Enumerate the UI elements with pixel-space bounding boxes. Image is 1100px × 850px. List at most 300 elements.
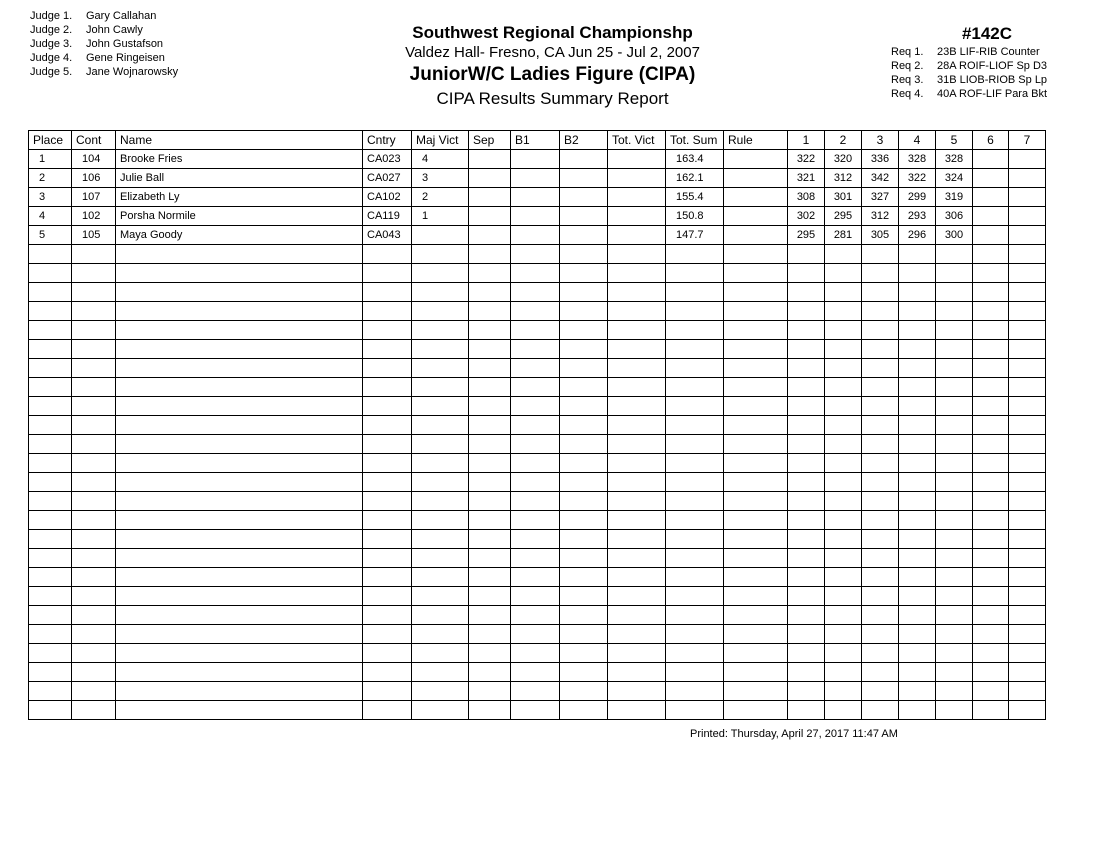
sep-cell — [469, 701, 511, 720]
judge-7-score — [1009, 701, 1046, 720]
sep-cell — [469, 549, 511, 568]
name-cell — [116, 378, 363, 397]
tot-sum-cell — [666, 340, 724, 359]
maj-vict-cell — [412, 302, 469, 321]
judge-1-score — [788, 568, 825, 587]
name-cell — [116, 568, 363, 587]
cont-cell — [72, 530, 116, 549]
judge-6-score — [973, 188, 1009, 207]
judge-4-score — [899, 283, 936, 302]
judge-1-score: 322 — [788, 150, 825, 169]
judge-3-score — [862, 549, 899, 568]
judge-7-score — [1009, 511, 1046, 530]
judge-name: John Cawly — [86, 24, 143, 36]
table-row — [29, 606, 1046, 625]
place-cell — [29, 587, 72, 606]
b1-cell — [511, 587, 560, 606]
name-cell — [116, 625, 363, 644]
b2-cell — [560, 188, 608, 207]
judge-1-score — [788, 454, 825, 473]
table-row — [29, 416, 1046, 435]
rule-cell — [724, 188, 788, 207]
cont-cell — [72, 283, 116, 302]
rule-cell — [724, 207, 788, 226]
cntry-cell — [363, 568, 412, 587]
judge-3-score — [862, 492, 899, 511]
judge-3-score — [862, 245, 899, 264]
judge-5-score — [936, 606, 973, 625]
judge-6-score — [973, 568, 1009, 587]
table-row — [29, 587, 1046, 606]
tot-vict-cell — [608, 644, 666, 663]
judge-4-score — [899, 340, 936, 359]
b1-cell — [511, 473, 560, 492]
cntry-cell — [363, 644, 412, 663]
judge-3-score — [862, 701, 899, 720]
cntry-cell — [363, 701, 412, 720]
b2-cell — [560, 416, 608, 435]
b2-cell — [560, 397, 608, 416]
judge-1-score — [788, 283, 825, 302]
cntry-cell — [363, 473, 412, 492]
judge-4-score — [899, 606, 936, 625]
maj-vict-cell — [412, 245, 469, 264]
tot-vict-cell — [608, 454, 666, 473]
tot-sum-cell — [666, 473, 724, 492]
judge-7-score — [1009, 682, 1046, 701]
name-cell — [116, 511, 363, 530]
cont-cell — [72, 340, 116, 359]
place-cell: 5 — [29, 226, 72, 245]
judge-2-score: 281 — [825, 226, 862, 245]
sep-cell — [469, 606, 511, 625]
rule-cell — [724, 568, 788, 587]
b2-cell — [560, 568, 608, 587]
place-cell — [29, 644, 72, 663]
cont-cell — [72, 511, 116, 530]
tot-sum-cell — [666, 511, 724, 530]
cont-cell: 106 — [72, 169, 116, 188]
judge-row — [30, 9, 178, 23]
tot-vict-cell — [608, 397, 666, 416]
judge-5-score — [936, 473, 973, 492]
judge-7-score — [1009, 378, 1046, 397]
rule-cell — [724, 530, 788, 549]
maj-vict-cell: 1 — [412, 207, 469, 226]
b1-cell — [511, 378, 560, 397]
judge-1-score — [788, 511, 825, 530]
cntry-cell — [363, 264, 412, 283]
col-header-tot-vict: Tot. Vict — [608, 131, 666, 150]
judge-3-score — [862, 416, 899, 435]
b2-cell — [560, 644, 608, 663]
b1-cell — [511, 511, 560, 530]
judge-4-score — [899, 682, 936, 701]
place-cell — [29, 663, 72, 682]
tot-vict-cell — [608, 530, 666, 549]
tot-sum-cell — [666, 625, 724, 644]
tot-vict-cell — [608, 492, 666, 511]
judge-1-score — [788, 359, 825, 378]
judge-4-score — [899, 416, 936, 435]
sep-cell — [469, 169, 511, 188]
judge-5-score — [936, 359, 973, 378]
judge-3-score: 312 — [862, 207, 899, 226]
tot-sum-cell — [666, 568, 724, 587]
b1-cell — [511, 169, 560, 188]
requirement-row — [891, 45, 1071, 59]
b1-cell — [511, 416, 560, 435]
place-cell — [29, 416, 72, 435]
judge-6-score — [973, 549, 1009, 568]
judge-5-score — [936, 283, 973, 302]
name-cell — [116, 245, 363, 264]
judge-6-score — [973, 644, 1009, 663]
table-row — [29, 454, 1046, 473]
judge-label: Judge 3. — [30, 38, 73, 50]
place-cell — [29, 321, 72, 340]
judge-2-score — [825, 568, 862, 587]
judge-3-score — [862, 682, 899, 701]
judge-5-score — [936, 302, 973, 321]
b2-cell — [560, 549, 608, 568]
judge-2-score — [825, 397, 862, 416]
place-cell — [29, 435, 72, 454]
judge-2-score — [825, 473, 862, 492]
tot-vict-cell — [608, 283, 666, 302]
report-header — [330, 22, 775, 110]
judge-2-score — [825, 454, 862, 473]
cont-cell — [72, 587, 116, 606]
b2-cell — [560, 340, 608, 359]
b1-cell — [511, 188, 560, 207]
cont-cell — [72, 492, 116, 511]
requirement-value: 23B LIF-RIB Counter — [937, 46, 1040, 58]
rule-cell — [724, 397, 788, 416]
table-row — [29, 492, 1046, 511]
tot-vict-cell — [608, 511, 666, 530]
place-cell — [29, 625, 72, 644]
cont-cell — [72, 264, 116, 283]
table-row — [29, 663, 1046, 682]
maj-vict-cell — [412, 663, 469, 682]
cntry-cell — [363, 625, 412, 644]
place-cell — [29, 359, 72, 378]
judge-6-score — [973, 625, 1009, 644]
judge-2-score — [825, 549, 862, 568]
tot-vict-cell — [608, 169, 666, 188]
judge-2-score — [825, 587, 862, 606]
rule-cell — [724, 264, 788, 283]
table-row — [29, 549, 1046, 568]
judge-4-score — [899, 492, 936, 511]
judge-row — [30, 37, 178, 51]
cntry-cell: CA119 — [363, 207, 412, 226]
table-row — [29, 682, 1046, 701]
rule-cell — [724, 435, 788, 454]
cntry-cell — [363, 359, 412, 378]
requirement-label: Req 2. — [891, 60, 924, 72]
tot-vict-cell — [608, 245, 666, 264]
cont-cell — [72, 644, 116, 663]
judge-7-score — [1009, 492, 1046, 511]
place-cell — [29, 568, 72, 587]
maj-vict-cell — [412, 682, 469, 701]
tot-sum-cell — [666, 530, 724, 549]
maj-vict-cell: 2 — [412, 188, 469, 207]
b2-cell — [560, 530, 608, 549]
sep-cell — [469, 340, 511, 359]
header-row — [29, 131, 1046, 150]
maj-vict-cell: 3 — [412, 169, 469, 188]
cont-cell — [72, 416, 116, 435]
judge-1-score: 295 — [788, 226, 825, 245]
col-header-rule: Rule — [724, 131, 788, 150]
judge-7-score — [1009, 397, 1046, 416]
tot-sum-cell: 150.8 — [666, 207, 724, 226]
cntry-cell: CA027 — [363, 169, 412, 188]
table-row — [29, 283, 1046, 302]
cont-cell — [72, 435, 116, 454]
tot-sum-cell — [666, 663, 724, 682]
maj-vict-cell — [412, 644, 469, 663]
place-cell — [29, 454, 72, 473]
judge-4-score: 322 — [899, 169, 936, 188]
judge-1-score — [788, 378, 825, 397]
tot-sum-cell — [666, 321, 724, 340]
place-cell — [29, 302, 72, 321]
judge-3-score — [862, 587, 899, 606]
judge-2-score — [825, 416, 862, 435]
rule-cell — [724, 587, 788, 606]
cont-cell — [72, 663, 116, 682]
judge-2-score — [825, 682, 862, 701]
judge-3-score — [862, 568, 899, 587]
sep-cell — [469, 283, 511, 302]
place-cell: 4 — [29, 207, 72, 226]
tot-vict-cell — [608, 435, 666, 454]
judge-1-score — [788, 663, 825, 682]
judge-3-score — [862, 378, 899, 397]
b1-cell — [511, 359, 560, 378]
tot-sum-cell — [666, 416, 724, 435]
judge-6-score — [973, 359, 1009, 378]
rule-cell — [724, 682, 788, 701]
b1-cell — [511, 625, 560, 644]
rule-cell — [724, 245, 788, 264]
judge-7-score — [1009, 549, 1046, 568]
judge-7-score — [1009, 188, 1046, 207]
judge-5-score — [936, 530, 973, 549]
col-header-place: Place — [29, 131, 72, 150]
b1-cell — [511, 264, 560, 283]
judge-1-score — [788, 625, 825, 644]
rule-cell — [724, 169, 788, 188]
name-cell — [116, 302, 363, 321]
tot-sum-cell — [666, 682, 724, 701]
col-header-cont: Cont — [72, 131, 116, 150]
judge-7-score — [1009, 530, 1046, 549]
judge-7-score — [1009, 568, 1046, 587]
col-header-judge-2: 2 — [825, 131, 862, 150]
cont-cell — [72, 302, 116, 321]
judge-6-score — [973, 378, 1009, 397]
sep-cell — [469, 245, 511, 264]
rule-cell — [724, 454, 788, 473]
cont-cell — [72, 682, 116, 701]
judge-3-score: 305 — [862, 226, 899, 245]
cntry-cell — [363, 435, 412, 454]
name-cell — [116, 530, 363, 549]
b2-cell — [560, 283, 608, 302]
judge-6-score — [973, 245, 1009, 264]
tot-vict-cell — [608, 188, 666, 207]
name-cell: Porsha Normile — [116, 207, 363, 226]
judge-7-score — [1009, 321, 1046, 340]
venue-dates: Valdez Hall- Fresno, CA Jun 25 - Jul 2, 2007 — [405, 44, 700, 61]
table-row — [29, 435, 1046, 454]
judge-5-score — [936, 568, 973, 587]
tot-vict-cell — [608, 473, 666, 492]
table-row — [29, 302, 1046, 321]
rule-cell — [724, 625, 788, 644]
table-row — [29, 473, 1046, 492]
judge-1-score — [788, 701, 825, 720]
rule-cell — [724, 226, 788, 245]
table-row — [29, 511, 1046, 530]
sep-cell — [469, 587, 511, 606]
judge-3-score — [862, 264, 899, 283]
place-cell — [29, 378, 72, 397]
judge-5-score — [936, 644, 973, 663]
rule-cell — [724, 416, 788, 435]
rule-cell — [724, 378, 788, 397]
judge-5-score — [936, 549, 973, 568]
name-cell — [116, 701, 363, 720]
cntry-cell — [363, 606, 412, 625]
judge-7-score — [1009, 359, 1046, 378]
col-header-judge-7: 7 — [1009, 131, 1046, 150]
cont-cell — [72, 606, 116, 625]
judge-4-score — [899, 663, 936, 682]
sep-cell — [469, 378, 511, 397]
rule-cell — [724, 150, 788, 169]
sep-cell — [469, 530, 511, 549]
judge-2-score — [825, 663, 862, 682]
judge-5-score — [936, 321, 973, 340]
cont-cell — [72, 701, 116, 720]
b2-cell — [560, 473, 608, 492]
maj-vict-cell — [412, 226, 469, 245]
judge-3-score — [862, 302, 899, 321]
sep-cell — [469, 188, 511, 207]
b1-cell — [511, 150, 560, 169]
cntry-cell — [363, 454, 412, 473]
name-cell: Elizabeth Ly — [116, 188, 363, 207]
judge-4-score — [899, 245, 936, 264]
requirement-value: 40A ROF-LIF Para Bkt — [937, 88, 1048, 100]
tot-sum-cell: 163.4 — [666, 150, 724, 169]
judge-6-score — [973, 701, 1009, 720]
judge-3-score — [862, 435, 899, 454]
b1-cell — [511, 207, 560, 226]
maj-vict-cell — [412, 435, 469, 454]
judge-3-score — [862, 283, 899, 302]
b2-cell — [560, 435, 608, 454]
judge-5-score — [936, 701, 973, 720]
judge-5-score: 328 — [936, 150, 973, 169]
judge-4-score — [899, 359, 936, 378]
judge-7-score — [1009, 150, 1046, 169]
table-row — [29, 625, 1046, 644]
b1-cell — [511, 568, 560, 587]
sep-cell — [469, 359, 511, 378]
sep-cell — [469, 226, 511, 245]
b1-cell — [511, 549, 560, 568]
judge-1-score — [788, 321, 825, 340]
tot-sum-cell — [666, 378, 724, 397]
tot-sum-cell — [666, 435, 724, 454]
judge-3-score — [862, 340, 899, 359]
b2-cell — [560, 511, 608, 530]
tot-vict-cell — [608, 302, 666, 321]
judge-3-score — [862, 454, 899, 473]
judge-3-score: 327 — [862, 188, 899, 207]
judge-5-score — [936, 663, 973, 682]
judge-5-score: 319 — [936, 188, 973, 207]
judge-6-score — [973, 264, 1009, 283]
maj-vict-cell — [412, 340, 469, 359]
sep-cell — [469, 302, 511, 321]
tot-sum-cell — [666, 283, 724, 302]
maj-vict-cell — [412, 549, 469, 568]
judge-6-score — [973, 530, 1009, 549]
cntry-cell — [363, 492, 412, 511]
col-header-b1: B1 — [511, 131, 560, 150]
judge-7-score — [1009, 302, 1046, 321]
place-cell: 1 — [29, 150, 72, 169]
judge-1-score — [788, 587, 825, 606]
tot-sum-cell — [666, 264, 724, 283]
competition-title: Southwest Regional Championshp — [412, 23, 693, 42]
tot-sum-cell — [666, 492, 724, 511]
judge-label: Judge 1. — [30, 10, 73, 22]
judge-5-score — [936, 435, 973, 454]
name-cell — [116, 587, 363, 606]
b2-cell — [560, 359, 608, 378]
maj-vict-cell — [412, 511, 469, 530]
judge-7-score — [1009, 663, 1046, 682]
sep-cell — [469, 435, 511, 454]
tot-sum-cell — [666, 549, 724, 568]
judge-7-score — [1009, 625, 1046, 644]
judge-1-score — [788, 530, 825, 549]
place-cell — [29, 606, 72, 625]
judge-2-score — [825, 340, 862, 359]
sep-cell — [469, 207, 511, 226]
name-cell: Maya Goody — [116, 226, 363, 245]
maj-vict-cell: 4 — [412, 150, 469, 169]
name-cell — [116, 473, 363, 492]
b2-cell — [560, 302, 608, 321]
maj-vict-cell — [412, 264, 469, 283]
place-cell — [29, 530, 72, 549]
judge-4-score — [899, 264, 936, 283]
b2-cell — [560, 701, 608, 720]
place-cell: 3 — [29, 188, 72, 207]
cntry-cell: CA023 — [363, 150, 412, 169]
rule-cell — [724, 663, 788, 682]
